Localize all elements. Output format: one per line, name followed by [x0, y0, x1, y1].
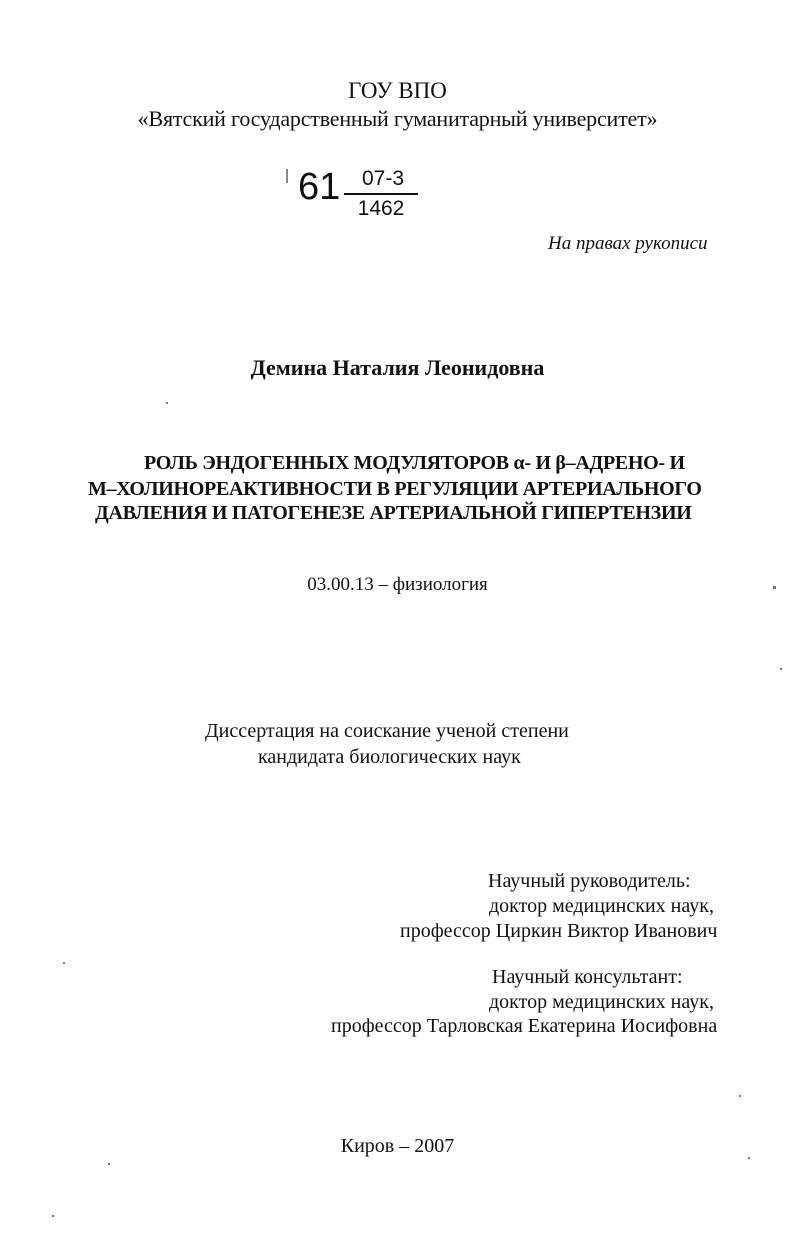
supervisor-degree: доктор медицинских наук, — [489, 895, 714, 917]
stamp-numerator: 07-3 — [361, 167, 405, 190]
scan-speck — [739, 1095, 741, 1097]
stamp-main-number: 61 — [298, 166, 341, 208]
organization-abbreviation: ГОУ ВПО — [348, 78, 447, 103]
dissertation-type-line-2: кандидата биологических наук — [258, 746, 521, 768]
scan-speck — [166, 402, 168, 404]
scan-speck — [748, 1157, 750, 1159]
stamp-mark — [286, 169, 288, 183]
consultant-role: Научный консультант: — [492, 966, 683, 988]
thesis-title-line-2: М–ХОЛИНОРЕАКТИВНОСТИ В РЕГУЛЯЦИИ АРТЕРИАЛЬНОГО — [88, 478, 702, 500]
supervisor-name: профессор Циркин Виктор Иванович — [400, 920, 718, 942]
scan-speck — [52, 1215, 54, 1217]
rights-note: На правах рукописи — [548, 233, 708, 254]
consultant-degree: доктор медицинских наук, — [489, 991, 714, 1013]
supervisor-role: Научный руководитель: — [488, 870, 691, 892]
organization-name: «Вятский государственный гуманитарный университет» — [137, 106, 658, 131]
specialty-code: 03.00.13 – физиология — [307, 574, 488, 595]
dissertation-type-line-1: Диссертация на соискание ученой степени — [205, 720, 569, 742]
stamp-fraction-line — [344, 193, 418, 195]
thesis-title-line-3: ДАВЛЕНИЯ И ПАТОГЕНЕЗЕ АРТЕРИАЛЬНОЙ ГИПЕРТЕНЗИИ — [95, 502, 692, 524]
author-name: Демина Наталия Леонидовна — [250, 355, 545, 380]
city-and-year: Киров – 2007 — [340, 1135, 455, 1157]
scan-speck — [108, 1163, 110, 1165]
thesis-title-line-1: РОЛЬ ЭНДОГЕННЫХ МОДУЛЯТОРОВ α- И β–АДРЕНО- И — [144, 452, 685, 474]
scan-speck — [773, 586, 776, 589]
scan-speck — [63, 962, 65, 964]
stamp-denominator: 1462 — [357, 197, 405, 220]
scan-speck — [780, 668, 782, 670]
consultant-name: профессор Тарловская Екатерина Иосифовна — [331, 1015, 718, 1037]
